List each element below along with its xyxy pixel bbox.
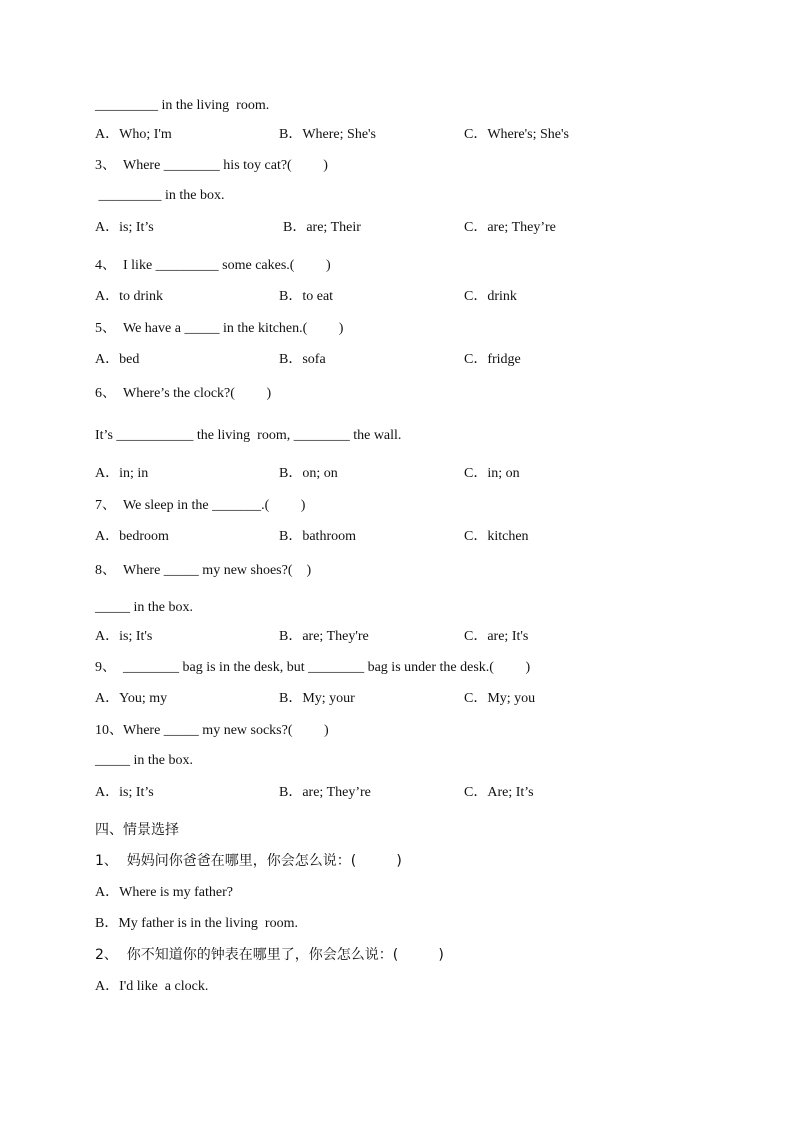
q10-option-b: B．are; They’re (279, 785, 371, 800)
question-6: 6、 Where’s the clock?( ) (95, 386, 272, 401)
q2-option-a: A．Who; I'm (95, 127, 172, 142)
s4-q1-option-a: A．Where is my father? (95, 885, 233, 900)
question-5: 5、 We have a _____ in the kitchen.( ) (95, 321, 344, 336)
section-4-question-1: 1、 妈妈问你爸爸在哪里，你会怎么说：( ) (95, 853, 402, 869)
q2-option-c: C．Where's; She's (464, 127, 569, 142)
q5-option-a: A．bed (95, 352, 140, 367)
question-9: 9、 ________ bag is in the desk, but ________ bag is under the desk.( ) (95, 660, 531, 675)
question-3-second-line: _________ in the box. (95, 188, 225, 203)
q10-option-a: A．is; It’s (95, 785, 154, 800)
q2-option-b: B．Where; She's (279, 127, 377, 142)
q6-option-c: C．in; on (464, 466, 520, 481)
q10-option-c: C．Are; It’s (464, 785, 534, 800)
s4-q2-option-a: A．I'd like a clock. (95, 979, 209, 994)
q3-option-b: B．are; Their (283, 220, 361, 235)
q4-option-a: A．to drink (95, 289, 164, 304)
question-2-second-line: _________ in the living room. (95, 98, 270, 113)
q9-option-b: B．My; your (279, 691, 355, 706)
section-4-question-2: 2、 你不知道你的钟表在哪里了，你会怎么说：( ) (95, 947, 444, 963)
q8-option-a: A．is; It's (95, 629, 153, 644)
q5-option-c: C．fridge (464, 352, 521, 367)
q6-option-a: A．in; in (95, 466, 149, 481)
section-4-title: 四、情景选择 (95, 822, 179, 838)
q7-option-c: C．kitchen (464, 529, 529, 544)
question-3: 3、 Where ________ his toy cat?( ) (95, 158, 328, 173)
q3-option-a: A．is; It’s (95, 220, 154, 235)
question-7: 7、 We sleep in the _______.( ) (95, 498, 306, 513)
q8-option-b: B．are; They're (279, 629, 369, 644)
q8-option-c: C．are; It's (464, 629, 529, 644)
q4-option-b: B．to eat (279, 289, 334, 304)
s4-q1-option-b: B．My father is in the living room. (95, 916, 298, 931)
question-10-second-line: _____ in the box. (95, 753, 193, 768)
q4-option-c: C．drink (464, 289, 517, 304)
q9-option-a: A．You; my (95, 691, 168, 706)
question-4: 4、 I like _________ some cakes.( ) (95, 258, 331, 273)
question-10: 10、Where _____ my new socks?( ) (95, 723, 329, 738)
q7-option-b: B．bathroom (279, 529, 356, 544)
q3-option-c: C．are; They’re (464, 220, 556, 235)
q6-option-b: B．on; on (279, 466, 338, 481)
question-8: 8、 Where _____ my new shoes?( ) (95, 563, 312, 578)
q5-option-b: B．sofa (279, 352, 326, 367)
question-8-second-line: _____ in the box. (95, 600, 193, 615)
question-6-second-line: It’s ___________ the living room, ________ the wall. (95, 428, 402, 443)
q7-option-a: A．bedroom (95, 529, 169, 544)
q9-option-c: C．My; you (464, 691, 536, 706)
